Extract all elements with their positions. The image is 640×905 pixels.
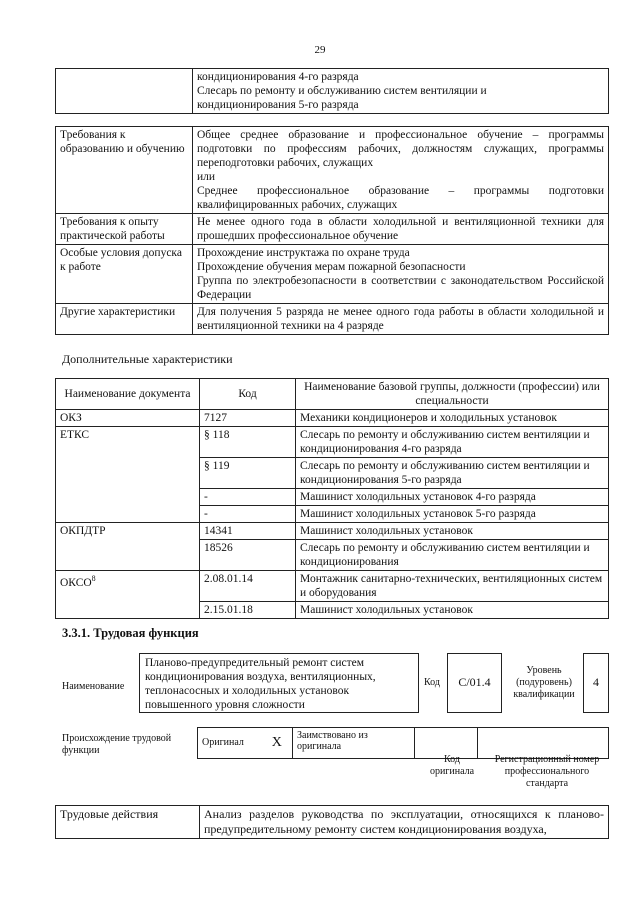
origin-label: Происхождение трудовой функции [62, 733, 172, 756]
requirement-label: Требования к образованию и обучению [56, 127, 193, 214]
requirement-value [193, 304, 609, 335]
code-cell: - [200, 489, 296, 506]
code-cell: 18526 [200, 540, 296, 571]
doc-cell: ОКЗ [56, 410, 200, 427]
header-row [56, 379, 609, 410]
column-header: Код [200, 379, 296, 410]
table-row [56, 427, 609, 458]
requirement-line: Для получения 5 разряда не менее одного года работы в области холодильной и вентиляционной техники на 4 разряде [197, 306, 604, 332]
footnote-marker: 8 [91, 574, 96, 583]
code-caption: Код оригинала [429, 754, 475, 777]
name-cell: Слесарь по ремонту и обслуживанию систем вентиляции и кондиционирования 5-го разряда [296, 458, 609, 489]
requirement-line: Среднее профессиональное образование – программы подготовки квалифицированных рабочих, служащих [197, 185, 604, 211]
requirement-line: Общее среднее образование и профессиональное обучение – программы подготовки по профессиям рабочих, должностям служащих, программы переподготовки рабочих, служащих [197, 129, 604, 169]
name-cell: Слесарь по ремонту и обслуживанию систем вентиляции и кондиционирования 4-го разряда [296, 427, 609, 458]
code-cell: 2.08.01.14 [200, 571, 296, 602]
continuation-line: кондиционирования 5-го разряда [197, 99, 359, 111]
requirement-value [193, 214, 609, 245]
requirement-line: Не менее одного года в области холодильной и вентиляционной техники для прошедших профессиональное обучение [197, 216, 604, 242]
name-cell: Машинист холодильных установок [296, 523, 609, 540]
labor-actions-label: Трудовые действия [56, 806, 200, 839]
column-header: Наименование документа [56, 379, 200, 410]
continuation-table [55, 68, 609, 114]
extra-characteristics-table [55, 378, 609, 619]
code-value: C/01.4 [447, 653, 502, 713]
doc-cell: ОКПДТР [56, 523, 200, 571]
table-row [56, 523, 609, 540]
doc-cell [56, 571, 200, 619]
doc-label: ОКСО [60, 576, 92, 589]
code-cell: 2.15.01.18 [200, 602, 296, 619]
requirement-value [193, 245, 609, 304]
code-cell: 7127 [200, 410, 296, 427]
section-heading: 3.3.1. Трудовая функция [62, 626, 199, 640]
doc-cell: ЕТКС [56, 427, 200, 523]
requirement-line: Прохождение обучения мерам пожарной безопасности [197, 261, 466, 273]
code-cell: - [200, 506, 296, 523]
level-value: 4 [583, 653, 609, 713]
code-label: Код [424, 677, 440, 688]
continuation-line: Слесарь по ремонту и обслуживанию систем вентиляции и [197, 85, 487, 97]
table-row [56, 571, 609, 602]
code-cell: § 118 [200, 427, 296, 458]
name-cell: Машинист холодильных установок 4-го разряда [296, 489, 609, 506]
table-row [56, 245, 609, 304]
name-cell: Машинист холодильных установок 5-го разряда [296, 506, 609, 523]
requirement-value [193, 127, 609, 214]
requirement-label: Особые условия допуска к работе [56, 245, 193, 304]
name-cell: Монтажник санитарно-технических, вентиляционных систем и оборудования [296, 571, 609, 602]
column-header: Наименование базовой группы, должности (профессии) или специальности [296, 379, 609, 410]
original-label: Оригинал [198, 728, 262, 759]
name-label: Наименование [62, 681, 125, 692]
requirement-label: Другие характеристики [56, 304, 193, 335]
empty-cell [56, 69, 193, 114]
page-number: 29 [314, 44, 326, 56]
name-cell: Слесарь по ремонту и обслуживанию систем вентиляции и кондиционирования [296, 540, 609, 571]
code-cell: 14341 [200, 523, 296, 540]
name-cell: Механики кондиционеров и холодильных установок [296, 410, 609, 427]
labor-actions-table [55, 805, 609, 839]
continuation-line: кондиционирования 4-го разряда [197, 71, 359, 83]
extra-characteristics-title: Дополнительные характеристики [62, 352, 233, 366]
level-label: Уровень (подуровень) квалификации [513, 665, 575, 700]
table-row [56, 127, 609, 214]
original-mark: X [262, 728, 293, 759]
table-row [56, 410, 609, 427]
continuation-cell [193, 69, 609, 114]
function-name: Планово-предупредительный ремонт систем кондиционирования воздуха, вентиляционных, теплонасосных и холодильных установок повышенного уровня сложности [139, 653, 419, 713]
name-cell: Машинист холодильных установок [296, 602, 609, 619]
code-cell: § 119 [200, 458, 296, 489]
labor-actions-text: Анализ разделов руководства по эксплуатации, относящихся к планово-предупредительному ремонту систем кондиционирования воздуха, [200, 806, 609, 839]
table-row [56, 214, 609, 245]
requirement-label: Требования к опыту практической работы [56, 214, 193, 245]
requirements-table [55, 126, 609, 335]
borrowed-label: Заимствовано из оригинала [293, 728, 415, 759]
requirement-line: Группа по электробезопасности в соответствии с законодательством Российской Федерации [197, 275, 604, 301]
requirement-line: или [197, 171, 216, 183]
table-row [56, 304, 609, 335]
requirement-line: Прохождение инструктажа по охране труда [197, 247, 410, 259]
registration-caption: Регистрационный номер профессионального стандарта [494, 754, 600, 789]
